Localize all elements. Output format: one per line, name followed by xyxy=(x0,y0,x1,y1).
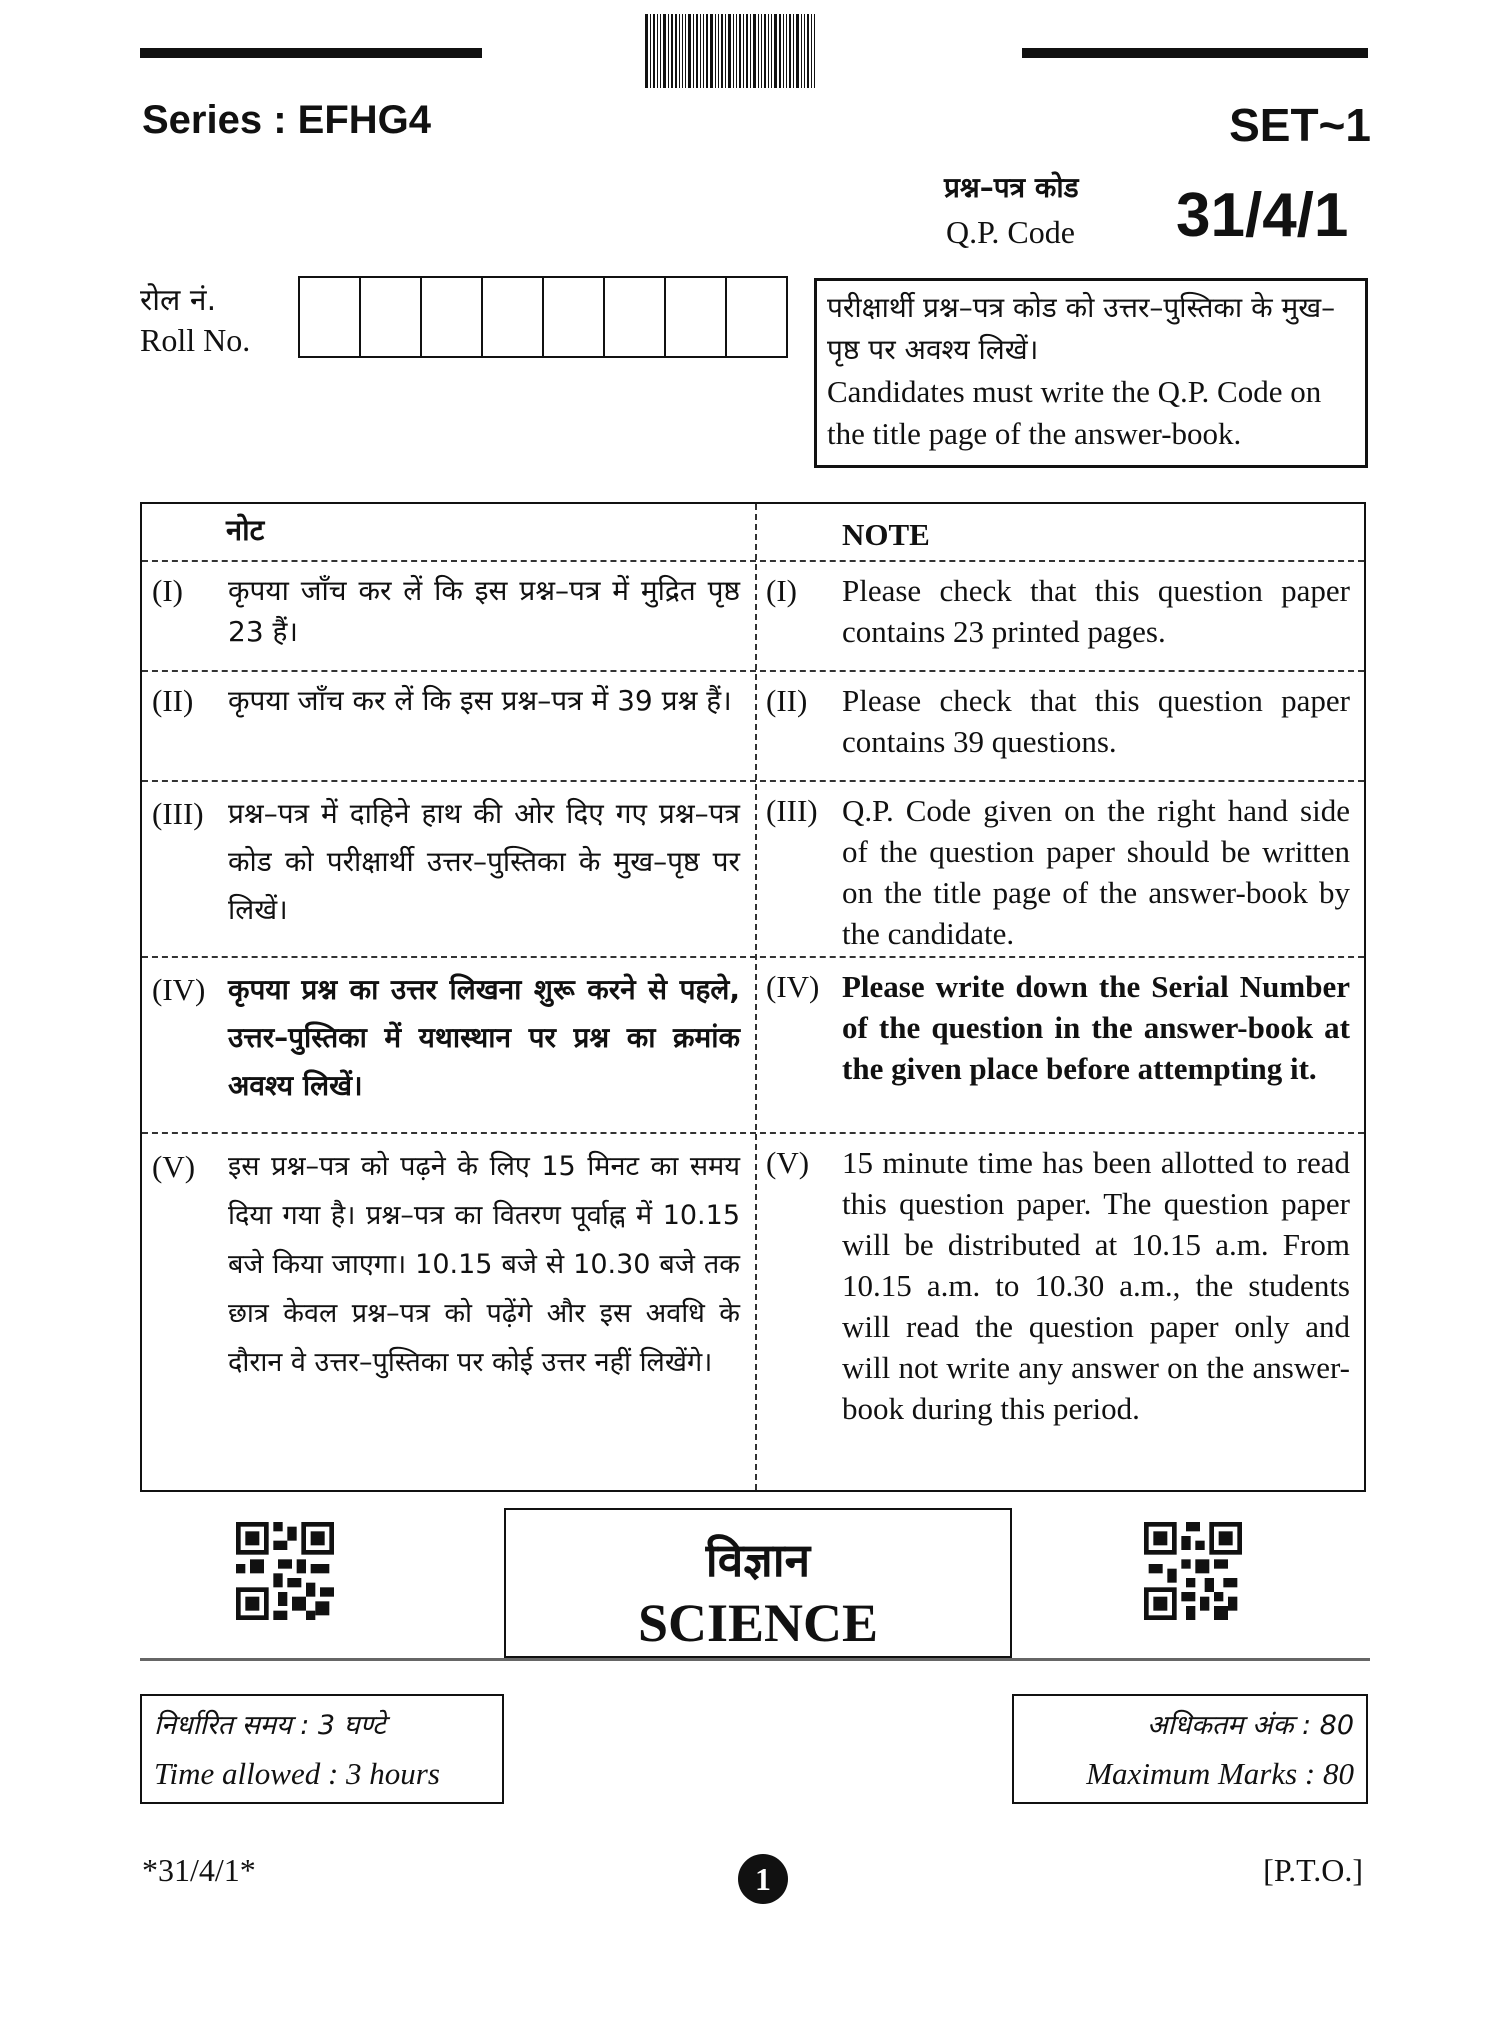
barcode-bar xyxy=(657,14,658,88)
barcode-bar xyxy=(663,14,666,88)
qp-code-instruction-box xyxy=(814,278,1368,468)
set-label: SET~1 xyxy=(1229,99,1371,151)
barcode-bar xyxy=(710,14,713,88)
barcode-bar xyxy=(668,14,669,88)
header-rule-left xyxy=(140,48,482,58)
barcode-bar xyxy=(653,14,655,88)
note-row-hindi: (III) प्रश्न–पत्र में दाहिने हाथ की ओर दिए गए प्रश्न–पत्र कोड को परीक्षार्थी उत्तर–पुस्तिका के मुख–पृष्ठ पर लिखें। xyxy=(152,796,740,926)
barcode-bar xyxy=(811,14,812,88)
subject-english: SCIENCE xyxy=(637,1593,879,1653)
pto-label: [P.T.O.] xyxy=(1263,1852,1363,1888)
barcode-bar xyxy=(718,14,719,88)
barcode-bar xyxy=(814,14,815,88)
row-divider xyxy=(142,560,1364,562)
roll-number-box[interactable] xyxy=(483,278,544,356)
note-row-hindi: (V) इस प्रश्न–पत्र को पढ़ने के लिए 15 मिनट का समय दिया गया है। प्रश्न–पत्र का वितरण पूर्वाह्न में 10.15 बजे किया जाएगा। 10.15 बजे से 10.30 बजे तक छात्र केवल प्रश्न–पत्र को पढ़ेंगे और इस अवधि के दौरान वे उत्तर–पुस्तिका पर कोई उत्तर नहीं लिखेंगे। xyxy=(152,1149,740,1378)
maximum-marks-english: Maximum Marks : 80 xyxy=(1086,1756,1354,1791)
barcode-bar xyxy=(693,14,694,88)
barcode-bar xyxy=(645,14,648,88)
note-row-hindi: (IV) कृपया प्रश्न का उत्तर लिखना शुरू करने से पहले, उत्तर–पुस्तिका में यथास्थान पर प्रश्न का क्रमांक अवश्य लिखें। xyxy=(152,972,740,1102)
instruction-english: Candidates must write the Q.P. Code on the title page of the answer-book. xyxy=(827,374,1322,451)
qr-code-left-icon xyxy=(236,1522,334,1620)
barcode-bar xyxy=(696,14,698,88)
roll-number-box[interactable] xyxy=(300,278,361,356)
barcode-bar xyxy=(736,14,737,88)
qp-code-label-english: Q.P. Code xyxy=(946,214,1075,250)
barcode-bar xyxy=(685,14,686,88)
roll-number-box[interactable] xyxy=(727,278,786,356)
roll-number-box[interactable] xyxy=(666,278,727,356)
barcode-bar xyxy=(706,14,708,88)
qp-code-label-hindi: प्रश्न–पत्र कोड xyxy=(944,171,1079,204)
barcode-bar xyxy=(728,14,731,88)
note-row-english: (III) Q.P. Code given on the right hand side of the question paper should be written on the title page of the answer-book by the candidate. xyxy=(766,793,1350,951)
roll-number-boxes[interactable] xyxy=(298,276,788,358)
time-allowed-box xyxy=(140,1694,504,1804)
barcode-bar xyxy=(660,14,661,88)
note-heading-english: NOTE xyxy=(842,517,930,552)
column-divider xyxy=(755,504,757,1490)
qp-code-value: 31/4/1 xyxy=(1176,181,1349,250)
barcode-bar xyxy=(703,14,704,88)
maximum-marks-box xyxy=(1012,1694,1368,1804)
barcode-bar xyxy=(682,14,683,88)
barcode-bar xyxy=(700,14,701,88)
barcode-bar xyxy=(793,14,794,88)
series-label: Series : EFHG4 xyxy=(142,98,432,142)
barcode-bar xyxy=(675,14,677,88)
barcode-bar xyxy=(733,14,734,88)
time-allowed-english: Time allowed : 3 hours xyxy=(154,1756,440,1791)
barcode-bar xyxy=(650,14,651,88)
note-row-english: (I) Please check that this question paper contains 23 printed pages. xyxy=(766,573,1350,649)
barcode-bar xyxy=(761,14,762,88)
roll-number-box[interactable] xyxy=(544,278,605,356)
note-row-english: (II) Please check that this question paper contains 39 questions. xyxy=(766,683,1350,759)
page-number: 1 xyxy=(738,1854,788,1904)
instruction-hindi: परीक्षार्थी प्रश्न–पत्र कोड को उत्तर–पुस्तिका के मुख–पृष्ठ पर अवश्य लिखें। xyxy=(827,291,1336,366)
time-allowed-hindi: निर्धारित समय : 3 घण्टे xyxy=(154,1710,386,1741)
barcode-bar xyxy=(671,14,673,88)
barcode-bar xyxy=(801,14,802,88)
note-row-english: (V) 15 minute time has been allotted to read this question paper. The question paper will be distributed at 10.15 a.m. From 10.15 a.m. to 10.30 a.m., the students will read the question paper only and will not write any answer on the answer-book during this period. xyxy=(766,1145,1350,1426)
notes-table xyxy=(140,502,1366,1492)
barcode-bar xyxy=(796,14,799,88)
barcode-bar xyxy=(753,14,756,88)
roll-number-box[interactable] xyxy=(422,278,483,356)
divider-line xyxy=(140,1658,1370,1661)
barcode-bar xyxy=(774,14,777,88)
barcode-bar xyxy=(804,14,805,88)
note-row-english: (IV) Please write down the Serial Number of the question in the answer-book at the given place before attempting it. xyxy=(766,969,1350,1086)
barcode-bar xyxy=(679,14,680,88)
barcode-bar xyxy=(789,14,791,88)
barcode-bar xyxy=(758,14,759,88)
barcode-bar xyxy=(783,14,784,88)
subject-box xyxy=(504,1508,1012,1658)
note-row-hindi: (II) कृपया जाँच कर लें कि इस प्रश्न–पत्र में 39 प्रश्न हैं। xyxy=(152,683,732,718)
barcode-bar xyxy=(721,14,723,88)
maximum-marks-hindi: अधिकतम अंक : 80 xyxy=(1146,1710,1354,1741)
roll-label-hindi: रोल नं. xyxy=(140,283,217,318)
barcode-bar xyxy=(768,14,769,88)
qr-code-right-icon xyxy=(1144,1522,1242,1620)
barcode-bar xyxy=(807,14,809,88)
roll-number-box[interactable] xyxy=(605,278,666,356)
barcode-bar xyxy=(746,14,748,88)
barcode-bar xyxy=(750,14,751,88)
barcode-bar xyxy=(743,14,744,88)
barcode-bar xyxy=(715,14,716,88)
row-divider xyxy=(142,956,1364,958)
barcode-bar xyxy=(771,14,772,88)
note-heading-hindi: नोट xyxy=(226,513,265,547)
barcode-bar xyxy=(779,14,781,88)
row-divider xyxy=(142,670,1364,672)
barcode-bar xyxy=(725,14,726,88)
barcode-bar xyxy=(764,14,766,88)
row-divider xyxy=(142,1132,1364,1134)
barcode-bar xyxy=(739,14,741,88)
header-rule-right xyxy=(1022,48,1368,58)
roll-label-english: Roll No. xyxy=(140,322,251,358)
subject-hindi: विज्ञान xyxy=(705,1533,811,1587)
barcode-bar xyxy=(688,14,691,88)
note-row-hindi: (I) कृपया जाँच कर लें कि इस प्रश्न–पत्र में मुद्रित पृष्ठ 23 हैं। xyxy=(152,573,740,648)
footer-code: *31/4/1* xyxy=(142,1852,256,1888)
row-divider xyxy=(142,780,1364,782)
roll-number-box[interactable] xyxy=(361,278,422,356)
barcode xyxy=(645,14,865,88)
barcode-bar xyxy=(786,14,787,88)
